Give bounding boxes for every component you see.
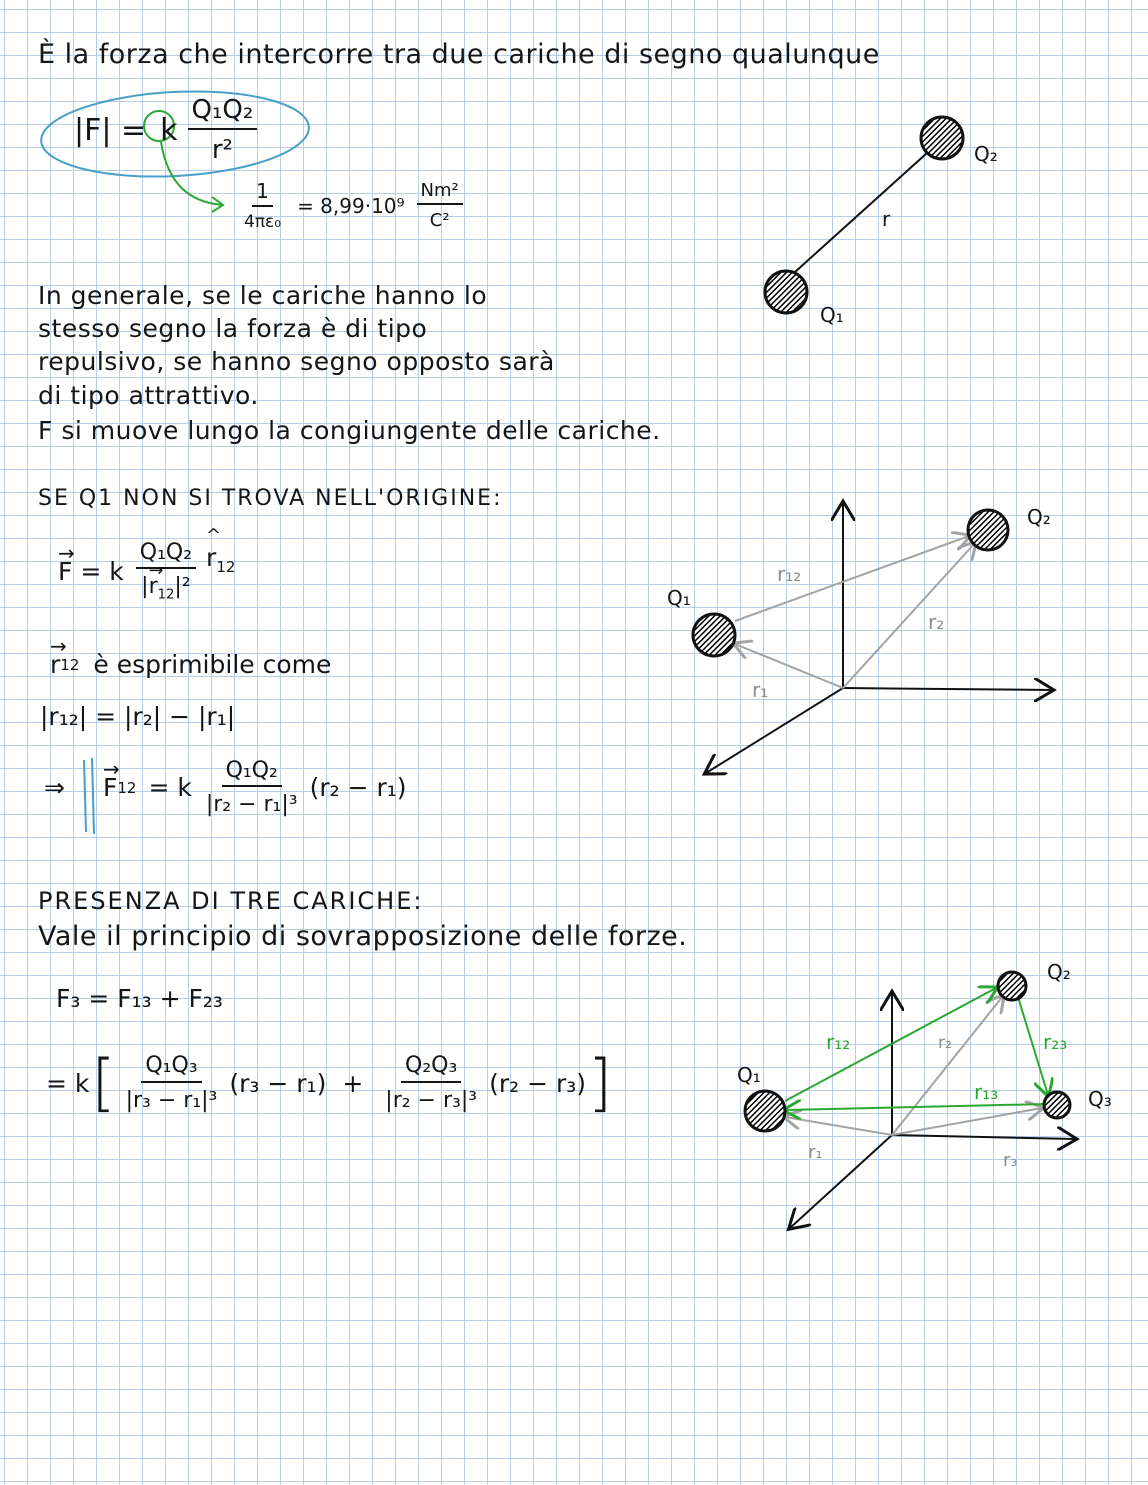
d3-label-r3: r₃	[1003, 1150, 1018, 1171]
coulomb-denominator: r²	[211, 134, 233, 165]
unit-r: r	[206, 543, 217, 573]
f-den-sub: 12	[157, 587, 175, 603]
d3-charge-q3	[1044, 1092, 1070, 1118]
d2-label-q2: Q₂	[1027, 505, 1051, 529]
f12-denominator: |r₂ − r₁|³	[205, 792, 298, 818]
d3-charge-q1	[745, 1091, 785, 1131]
f-den-vec: → r	[149, 575, 158, 599]
k-unit-den: C²	[429, 210, 450, 232]
f-vector: → F	[58, 557, 72, 586]
f12-equals: = k	[148, 773, 192, 803]
f-den-pre: |	[141, 574, 149, 600]
f12-vector: → F	[103, 773, 117, 802]
general-line-3: repulsivo, se hanno segno opposto sarà	[38, 347, 555, 376]
force-magnitude: |F| =	[74, 112, 147, 148]
term2-numerator: Q₂Q₃	[401, 1053, 461, 1082]
term1-denominator: |r₃ − r₁|³	[125, 1087, 218, 1113]
d3-vector-r1	[785, 1117, 892, 1135]
bracket-open: [	[91, 1046, 116, 1119]
d3-label-r23: r₂₃	[1043, 1030, 1068, 1054]
r12-expressible: è esprimibile come	[93, 650, 332, 679]
r12-sub: 12	[60, 655, 80, 674]
unit-hat: ^	[206, 525, 222, 547]
f3-sum: F₃ = F₁₃ + F₂₃	[56, 984, 223, 1013]
d3-label-r2: r₂	[938, 1033, 952, 1053]
k-def-numerator: 1	[252, 180, 273, 207]
term1-tail: (r₃ − r₁)	[229, 1068, 327, 1098]
intro-line: È la forza che intercorre tra due cariche di segno qualunque	[38, 39, 880, 70]
term2-tail: (r₂ − r₃)	[489, 1068, 587, 1098]
term1-numerator: Q₁Q₃	[141, 1053, 201, 1082]
abs-relation: |r₁₂| = |r₂| − |r₁|	[40, 702, 236, 731]
f12-tail: (r₂ − r₁)	[309, 773, 407, 803]
d3-vector-r3	[892, 1108, 1042, 1135]
d3-label-r12: r₁₂	[826, 1030, 851, 1054]
d3-charge-q2	[998, 972, 1026, 1000]
d3-label-q2: Q₂	[1047, 960, 1071, 984]
d2-label-r2: r₂	[928, 610, 945, 634]
k-unit-num: Nm²	[417, 181, 463, 206]
d3-axis-z	[790, 1135, 892, 1228]
r12-vector: → r	[50, 650, 60, 679]
general-line-5: F si muove lungo la congiungente delle cariche.	[38, 416, 661, 445]
d3-label-q1: Q₁	[737, 1063, 761, 1087]
general-line-1: In generale, se le cariche hanno lo	[38, 281, 488, 310]
d3-vector-r2	[892, 996, 1003, 1135]
plus-sign: +	[342, 1068, 364, 1098]
general-line-4: di tipo attrattivo.	[38, 381, 259, 410]
d3-label-r1: r₁	[808, 1142, 823, 1163]
f-den-post: |²	[174, 574, 191, 600]
implies-arrow: ⇒	[44, 773, 65, 803]
unit-sub: 12	[216, 558, 236, 577]
k-def-denominator: 4πε₀	[244, 212, 282, 232]
f-equals-k: = k	[80, 557, 124, 587]
k-constant: k	[160, 112, 178, 148]
three-heading: PRESENZA DI TRE CARICHE:	[38, 887, 424, 915]
eq-start: = k	[46, 1068, 90, 1098]
label-r: r	[882, 207, 891, 231]
d3-axis-x	[892, 1135, 1075, 1139]
label-q1: Q₁	[820, 303, 844, 327]
label-q2: Q₂	[974, 142, 998, 166]
f-numerator: Q₁Q₂	[136, 540, 196, 569]
coulomb-numerator: Q₁Q₂	[188, 96, 258, 130]
bracket-close: ]	[588, 1046, 613, 1119]
d2-label-q1: Q₁	[667, 586, 691, 610]
f12-sub: 12	[117, 778, 137, 797]
d2-label-r12: r₁₂	[777, 562, 802, 586]
origin-heading: SE Q1 NON SI TROVA NELL'ORIGINE:	[38, 486, 503, 511]
principle-line: Vale il principio di sovrapposizione delle forze.	[38, 921, 688, 952]
k-value: = 8,99·10⁹	[297, 193, 405, 218]
d2-label-r1: r₁	[752, 678, 769, 702]
general-line-2: stesso segno la forza è di tipo	[38, 314, 428, 343]
d3-label-r13: r₁₃	[974, 1080, 999, 1104]
f12-numerator: Q₁Q₂	[222, 758, 282, 787]
term2-denominator: |r₂ − r₃|³	[385, 1087, 478, 1113]
d3-label-q3: Q₃	[1088, 1087, 1112, 1111]
